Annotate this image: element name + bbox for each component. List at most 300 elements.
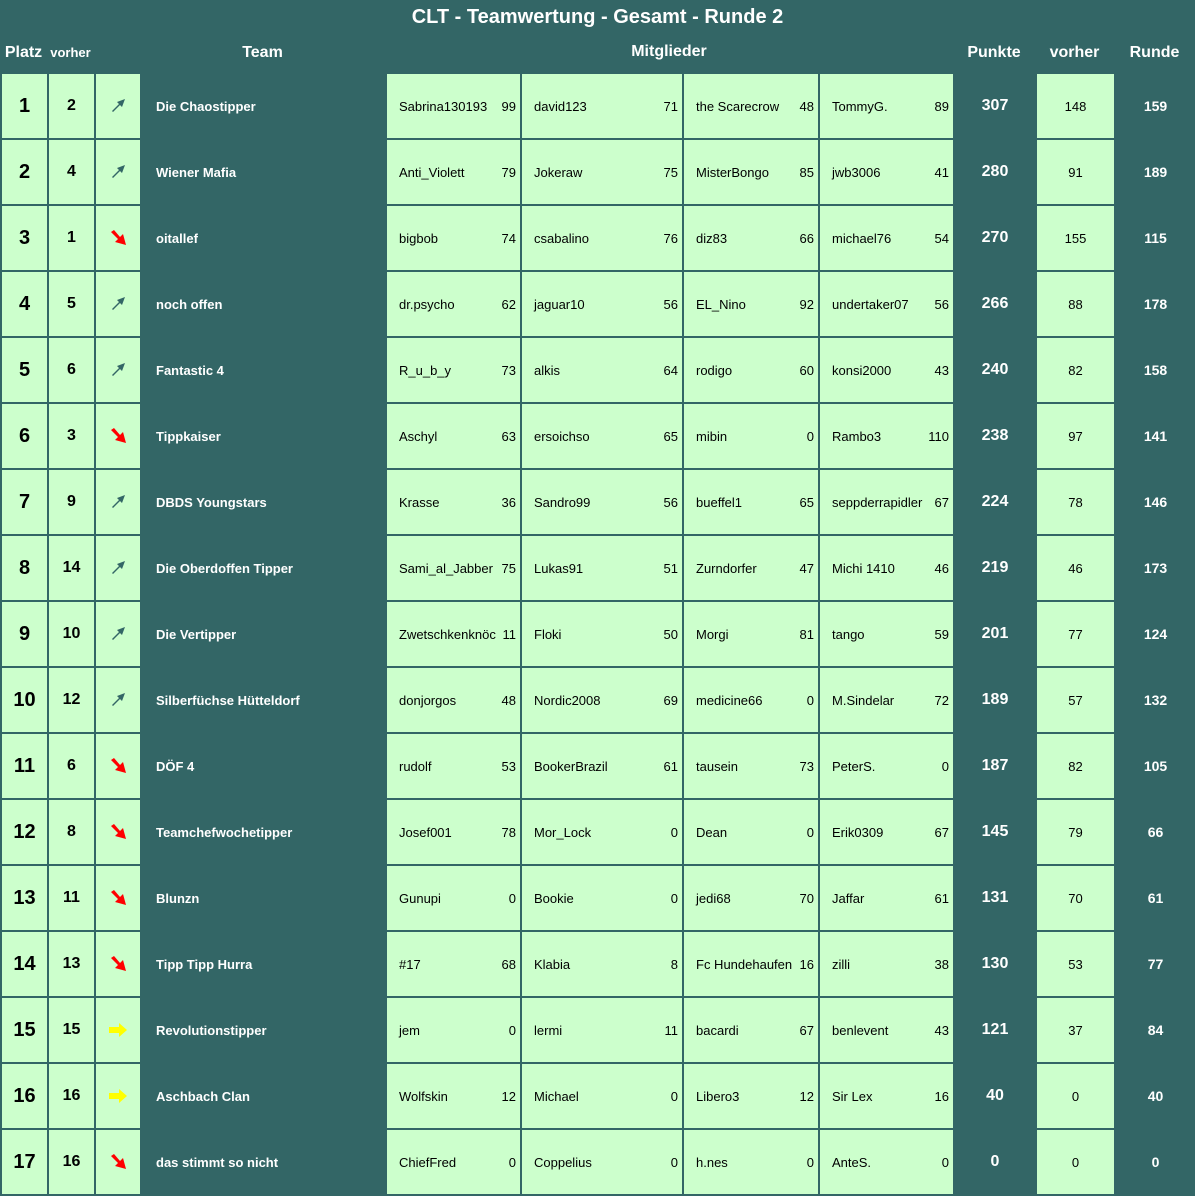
previous-points: 148 <box>1036 73 1115 139</box>
member-name: michael76 <box>832 230 892 246</box>
member-cell <box>683 139 819 205</box>
member-cell <box>683 931 819 997</box>
round-points: 40 <box>1115 1063 1195 1129</box>
rank-cell: 9 <box>1 601 48 667</box>
arrow-up-right-icon <box>96 494 140 510</box>
member-points: 110 <box>928 428 949 444</box>
previous-points: 53 <box>1036 931 1115 997</box>
table-row <box>1 931 1195 997</box>
table-row <box>1 1129 1195 1195</box>
member-name: #17 <box>399 956 421 972</box>
arrow-down-right-icon <box>96 890 140 906</box>
team-name: Blunzn <box>141 865 386 931</box>
rank-cell: 16 <box>1 1063 48 1129</box>
round-points: 66 <box>1115 799 1195 865</box>
table-row <box>1 205 1195 271</box>
page-title: CLT - Teamwertung - Gesamt - Runde 2 <box>411 6 784 28</box>
header-platz: Platz <box>4 44 43 61</box>
trend-cell <box>95 73 141 139</box>
header-runde: Runde <box>1129 44 1180 61</box>
member-cell <box>386 205 521 271</box>
trend-cell <box>95 469 141 535</box>
member-name: Floki <box>534 626 562 642</box>
member-cell <box>819 1129 954 1195</box>
member-points: 68 <box>501 956 516 972</box>
total-points: 270 <box>954 205 1036 271</box>
member-points: 12 <box>501 1088 516 1104</box>
previous-rank-cell: 3 <box>48 403 95 469</box>
member-points: 0 <box>941 1154 949 1170</box>
member-name: Dean <box>696 824 728 840</box>
member-name: konsi2000 <box>832 362 892 378</box>
arrow-down-right-icon <box>96 230 140 246</box>
member-points: 0 <box>941 758 949 774</box>
rank-cell: 13 <box>1 865 48 931</box>
member-points: 0 <box>806 1154 814 1170</box>
header-team: Team <box>242 44 283 61</box>
team-name: das stimmt so nicht <box>141 1129 386 1195</box>
member-cell <box>521 535 683 601</box>
member-name: Nordic2008 <box>534 692 601 708</box>
member-points: 51 <box>663 560 678 576</box>
member-name: Aschyl <box>399 428 438 444</box>
arrow-down-right-icon <box>96 758 140 774</box>
member-points: 46 <box>934 560 949 576</box>
member-cell <box>521 601 683 667</box>
round-points: 158 <box>1115 337 1195 403</box>
member-cell <box>386 865 521 931</box>
member-points: 76 <box>663 230 678 246</box>
member-name: Josef001 <box>399 824 452 840</box>
member-name: bacardi <box>696 1022 739 1038</box>
member-name: diz83 <box>696 230 728 246</box>
member-points: 0 <box>508 890 516 906</box>
previous-points: 82 <box>1036 337 1115 403</box>
previous-rank-cell: 16 <box>48 1129 95 1195</box>
previous-rank-cell: 6 <box>48 337 95 403</box>
round-points: 0 <box>1115 1129 1195 1195</box>
member-name: Wolfskin <box>399 1088 448 1104</box>
member-name: jaguar10 <box>534 296 585 312</box>
previous-points: 57 <box>1036 667 1115 733</box>
round-points: 124 <box>1115 601 1195 667</box>
member-points: 67 <box>799 1022 814 1038</box>
member-points: 56 <box>663 296 678 312</box>
member-cell <box>819 337 954 403</box>
rank-cell: 4 <box>1 271 48 337</box>
member-name: Mor_Lock <box>534 824 592 840</box>
previous-rank-cell: 11 <box>48 865 95 931</box>
member-name: tausein <box>696 758 738 774</box>
trend-cell <box>95 139 141 205</box>
member-cell <box>819 667 954 733</box>
total-points: 145 <box>954 799 1036 865</box>
table-row <box>1 601 1195 667</box>
round-points: 189 <box>1115 139 1195 205</box>
member-points: 16 <box>934 1088 949 1104</box>
member-name: lermi <box>534 1022 563 1038</box>
member-cell <box>683 997 819 1063</box>
member-name: Libero3 <box>696 1088 740 1104</box>
previous-points: 37 <box>1036 997 1115 1063</box>
rank-cell: 15 <box>1 997 48 1063</box>
trend-cell <box>95 403 141 469</box>
member-cell <box>521 139 683 205</box>
member-name: undertaker07 <box>832 296 909 312</box>
member-name: Sir Lex <box>832 1088 873 1104</box>
member-points: 16 <box>799 956 814 972</box>
member-points: 85 <box>799 164 814 180</box>
round-points: 115 <box>1115 205 1195 271</box>
member-name: Sami_al_Jabber <box>399 560 493 576</box>
member-name: zilli <box>832 956 851 972</box>
member-name: Zurndorfer <box>696 560 757 576</box>
total-points: 280 <box>954 139 1036 205</box>
total-points: 40 <box>954 1063 1036 1129</box>
member-cell <box>819 469 954 535</box>
team-name: DBDS Youngstars <box>141 469 386 535</box>
team-name: Die Vertipper <box>141 601 386 667</box>
trend-cell <box>95 1063 141 1129</box>
member-points: 89 <box>934 98 949 114</box>
member-points: 67 <box>934 824 949 840</box>
trend-cell <box>95 667 141 733</box>
trend-cell <box>95 733 141 799</box>
rank-cell: 6 <box>1 403 48 469</box>
member-points: 71 <box>663 98 678 114</box>
total-points: 266 <box>954 271 1036 337</box>
member-cell <box>386 403 521 469</box>
member-points: 50 <box>663 626 678 642</box>
member-points: 0 <box>670 1154 678 1170</box>
member-name: seppderrapidler <box>832 494 923 510</box>
member-cell <box>819 997 954 1063</box>
arrow-right-icon <box>96 1022 140 1038</box>
member-name: Sandro99 <box>534 494 591 510</box>
member-points: 0 <box>508 1154 516 1170</box>
previous-points: 70 <box>1036 865 1115 931</box>
member-name: Fc Hundehaufen <box>696 956 793 972</box>
member-cell <box>819 403 954 469</box>
team-name: Tippkaiser <box>141 403 386 469</box>
member-points: 56 <box>934 296 949 312</box>
previous-points: 78 <box>1036 469 1115 535</box>
previous-rank-cell: 9 <box>48 469 95 535</box>
member-cell <box>386 799 521 865</box>
round-points: 132 <box>1115 667 1195 733</box>
member-cell <box>819 865 954 931</box>
member-points: 12 <box>799 1088 814 1104</box>
arrow-up-right-icon <box>96 692 140 708</box>
member-points: 70 <box>799 890 814 906</box>
previous-points: 88 <box>1036 271 1115 337</box>
member-name: jedi68 <box>696 890 731 906</box>
header-mitglieder: Mitglieder <box>631 43 707 60</box>
team-name: noch offen <box>141 271 386 337</box>
round-points: 105 <box>1115 733 1195 799</box>
trend-cell <box>95 865 141 931</box>
member-points: 61 <box>663 758 678 774</box>
member-name: Bookie <box>534 890 574 906</box>
member-points: 56 <box>663 494 678 510</box>
previous-points: 77 <box>1036 601 1115 667</box>
member-name: Anti_Violett <box>399 164 465 180</box>
member-cell <box>521 931 683 997</box>
header-vorher-punkte: vorher <box>1049 44 1100 61</box>
rank-cell: 11 <box>1 733 48 799</box>
previous-points: 97 <box>1036 403 1115 469</box>
member-name: Lukas91 <box>534 560 584 576</box>
member-cell <box>386 733 521 799</box>
member-name: ChiefFred <box>399 1154 457 1170</box>
member-name: rodigo <box>696 362 733 378</box>
member-cell <box>819 1063 954 1129</box>
round-points: 178 <box>1115 271 1195 337</box>
member-cell <box>521 1129 683 1195</box>
member-cell <box>819 601 954 667</box>
arrow-down-right-icon <box>96 956 140 972</box>
previous-rank-cell: 4 <box>48 139 95 205</box>
member-name: jwb3006 <box>832 164 881 180</box>
member-points: 43 <box>934 1022 949 1038</box>
member-points: 53 <box>501 758 516 774</box>
table-row <box>1 799 1195 865</box>
member-name: R_u_b_y <box>399 362 452 378</box>
member-points: 0 <box>670 890 678 906</box>
trend-cell <box>95 337 141 403</box>
member-points: 62 <box>501 296 516 312</box>
member-cell <box>521 667 683 733</box>
member-cell <box>819 73 954 139</box>
previous-rank-cell: 8 <box>48 799 95 865</box>
total-points: 201 <box>954 601 1036 667</box>
round-points: 146 <box>1115 469 1195 535</box>
trend-cell <box>95 271 141 337</box>
rank-cell: 3 <box>1 205 48 271</box>
team-name: Wiener Mafia <box>141 139 386 205</box>
team-ranking-table <box>0 72 1195 1196</box>
member-cell <box>521 271 683 337</box>
previous-rank-cell: 2 <box>48 73 95 139</box>
arrow-up-right-icon <box>96 560 140 576</box>
header-punkte: Punkte <box>967 44 1021 61</box>
previous-points: 155 <box>1036 205 1115 271</box>
member-points: 60 <box>799 362 814 378</box>
member-name: Rambo3 <box>832 428 882 444</box>
team-name: Revolutionstipper <box>141 997 386 1063</box>
table-row <box>1 733 1195 799</box>
table-row <box>1 1063 1195 1129</box>
member-name: donjorgos <box>399 692 457 708</box>
rank-cell: 7 <box>1 469 48 535</box>
total-points: 130 <box>954 931 1036 997</box>
arrow-up-right-icon <box>96 362 140 378</box>
member-points: 73 <box>799 758 814 774</box>
member-points: 63 <box>501 428 516 444</box>
member-points: 65 <box>799 494 814 510</box>
member-name: h.nes <box>696 1154 728 1170</box>
previous-points: 46 <box>1036 535 1115 601</box>
member-points: 65 <box>663 428 678 444</box>
previous-rank-cell: 6 <box>48 733 95 799</box>
member-cell <box>386 73 521 139</box>
round-points: 84 <box>1115 997 1195 1063</box>
arrow-up-right-icon <box>96 296 140 312</box>
previous-rank-cell: 1 <box>48 205 95 271</box>
rank-cell: 14 <box>1 931 48 997</box>
member-name: Jokeraw <box>534 164 583 180</box>
team-name: Teamchefwochetipper <box>141 799 386 865</box>
table-row <box>1 535 1195 601</box>
member-cell <box>521 469 683 535</box>
previous-points: 0 <box>1036 1063 1115 1129</box>
member-cell <box>521 997 683 1063</box>
arrow-down-right-icon <box>96 428 140 444</box>
total-points: 224 <box>954 469 1036 535</box>
member-name: AnteS. <box>832 1154 872 1170</box>
member-name: TommyG. <box>832 98 888 114</box>
member-cell <box>386 1063 521 1129</box>
previous-rank-cell: 14 <box>48 535 95 601</box>
team-name: oitallef <box>141 205 386 271</box>
previous-points: 0 <box>1036 1129 1115 1195</box>
member-points: 48 <box>799 98 814 114</box>
member-cell <box>386 1129 521 1195</box>
previous-rank-cell: 16 <box>48 1063 95 1129</box>
team-name: Die Chaostipper <box>141 73 386 139</box>
trend-cell <box>95 997 141 1063</box>
table-row <box>1 271 1195 337</box>
member-points: 11 <box>664 1022 678 1038</box>
member-name: MisterBongo <box>696 164 769 180</box>
member-cell <box>683 469 819 535</box>
member-name: csabalino <box>534 230 589 246</box>
member-points: 92 <box>799 296 814 312</box>
member-points: 75 <box>501 560 516 576</box>
member-points: 0 <box>670 1088 678 1104</box>
total-points: 307 <box>954 73 1036 139</box>
member-cell <box>521 1063 683 1129</box>
arrow-up-right-icon <box>96 626 140 642</box>
trend-cell <box>95 601 141 667</box>
member-cell <box>819 535 954 601</box>
member-cell <box>683 799 819 865</box>
member-points: 0 <box>806 428 814 444</box>
previous-rank-cell: 10 <box>48 601 95 667</box>
member-cell <box>521 205 683 271</box>
arrow-up-right-icon <box>96 164 140 180</box>
member-points: 61 <box>934 890 949 906</box>
member-cell <box>683 337 819 403</box>
arrow-right-icon <box>96 1088 140 1104</box>
team-name: Fantastic 4 <box>141 337 386 403</box>
member-points: 38 <box>934 956 949 972</box>
member-cell <box>683 1129 819 1195</box>
member-cell <box>386 601 521 667</box>
member-name: Jaffar <box>832 890 865 906</box>
member-points: 36 <box>501 494 516 510</box>
member-cell <box>386 931 521 997</box>
member-points: 66 <box>799 230 814 246</box>
member-cell <box>819 931 954 997</box>
member-cell <box>386 139 521 205</box>
member-name: benlevent <box>832 1022 889 1038</box>
member-cell <box>683 601 819 667</box>
member-name: david123 <box>534 98 587 114</box>
trend-cell <box>95 205 141 271</box>
round-points: 61 <box>1115 865 1195 931</box>
trend-cell <box>95 1129 141 1195</box>
arrow-up-right-icon <box>96 98 140 114</box>
table-row <box>1 865 1195 931</box>
table-row <box>1 337 1195 403</box>
table-row <box>1 73 1195 139</box>
member-points: 54 <box>934 230 949 246</box>
rank-cell: 12 <box>1 799 48 865</box>
member-cell <box>819 733 954 799</box>
trend-cell <box>95 799 141 865</box>
previous-rank-cell: 15 <box>48 997 95 1063</box>
previous-points: 82 <box>1036 733 1115 799</box>
total-points: 238 <box>954 403 1036 469</box>
member-points: 59 <box>934 626 949 642</box>
round-points: 141 <box>1115 403 1195 469</box>
member-name: bigbob <box>399 230 439 246</box>
member-points: 64 <box>663 362 678 378</box>
member-cell <box>521 865 683 931</box>
member-cell <box>683 73 819 139</box>
member-cell <box>819 799 954 865</box>
member-name: Coppelius <box>534 1154 592 1170</box>
total-points: 131 <box>954 865 1036 931</box>
member-name: alkis <box>534 362 561 378</box>
member-name: Morgi <box>696 626 729 642</box>
member-cell <box>683 535 819 601</box>
round-points: 159 <box>1115 73 1195 139</box>
member-cell <box>521 73 683 139</box>
member-points: 72 <box>934 692 949 708</box>
member-name: Krasse <box>399 494 440 510</box>
member-name: tango <box>832 626 865 642</box>
member-name: bueffel1 <box>696 494 743 510</box>
member-points: 47 <box>799 560 814 576</box>
member-name: M.Sindelar <box>832 692 895 708</box>
member-cell <box>683 733 819 799</box>
previous-rank-cell: 12 <box>48 667 95 733</box>
member-points: 75 <box>663 164 678 180</box>
table-body <box>1 73 1195 1195</box>
member-points: 0 <box>670 824 678 840</box>
member-cell <box>386 469 521 535</box>
member-cell <box>386 337 521 403</box>
total-points: 0 <box>954 1129 1036 1195</box>
rank-cell: 2 <box>1 139 48 205</box>
team-name: DÖF 4 <box>141 733 386 799</box>
member-points: 11 <box>502 626 516 642</box>
total-points: 189 <box>954 667 1036 733</box>
table-row <box>1 469 1195 535</box>
member-points: 8 <box>670 956 678 972</box>
arrow-down-right-icon <box>96 1154 140 1170</box>
member-points: 0 <box>806 824 814 840</box>
member-name: Erik0309 <box>832 824 884 840</box>
member-cell <box>386 271 521 337</box>
member-name: jem <box>399 1022 420 1038</box>
member-name: ersoichso <box>534 428 590 444</box>
member-cell <box>683 271 819 337</box>
previous-rank-cell: 5 <box>48 271 95 337</box>
rank-cell: 1 <box>1 73 48 139</box>
